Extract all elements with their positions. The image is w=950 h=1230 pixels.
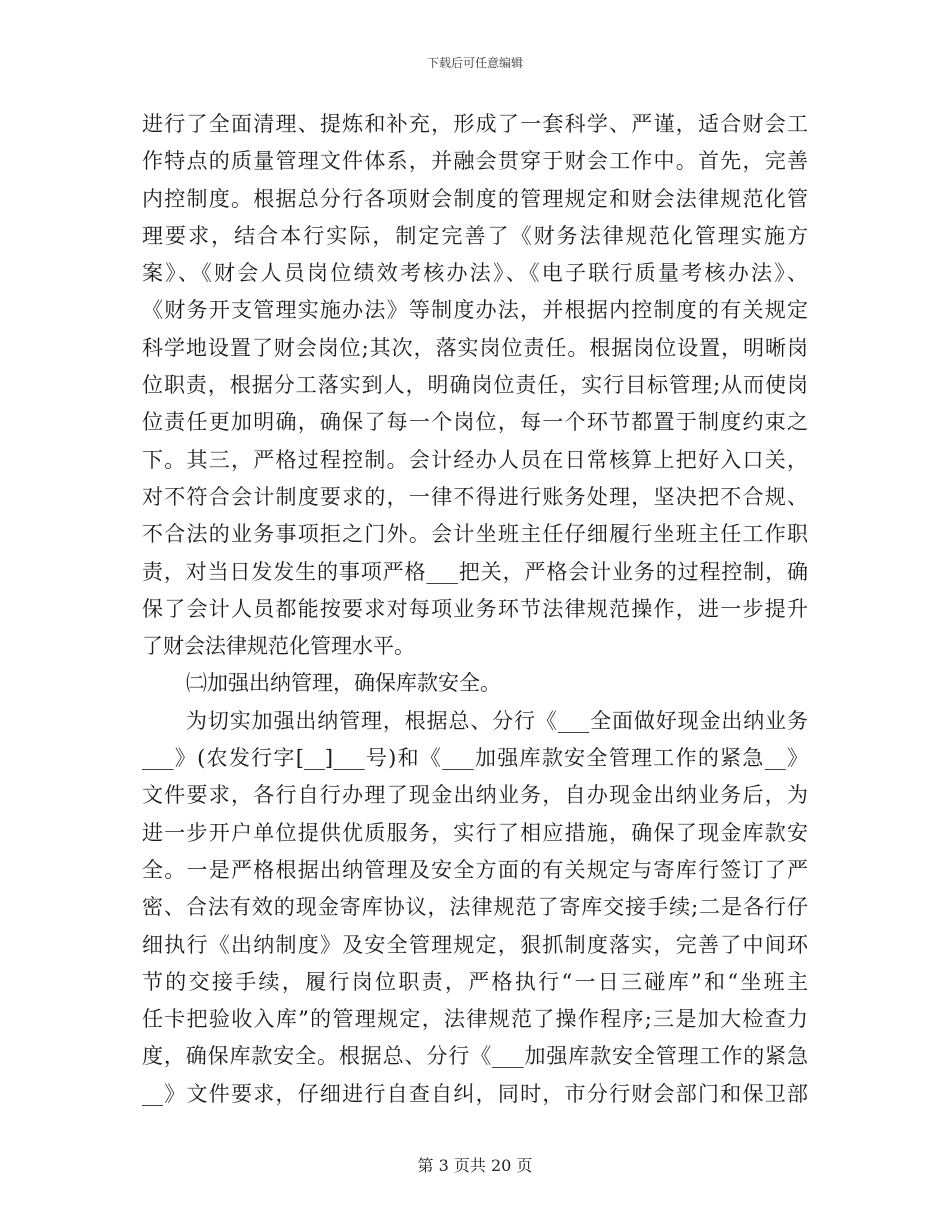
section-heading: ㈡加强出纳管理，确保库款安全。	[186, 671, 501, 696]
text-line: 《财务开支管理实施办法》等制度办法，并根据内控制度的有关规定	[142, 298, 808, 323]
page-header: 下载后可任意编辑	[426, 56, 523, 70]
text-line: 保了会计人员都能按要求对每项业务环节法律规范操作，进一步提升	[142, 596, 808, 621]
text-line: 节的交接手续，履行岗位职责，严格执行“一日三碰库”和“坐班主	[142, 969, 808, 994]
text-line: 为切实加强出纳管理，根据总、分行《___全面做好现金出纳业务	[186, 708, 808, 733]
text-line: 科学地设置了财会岗位;其次，落实岗位责任。根据岗位设置，明晰岗	[142, 335, 808, 360]
text-line: 内控制度。根据总分行各项财会制度的管理规定和财会法律规范化管	[142, 186, 808, 211]
text-line: 下。其三，严格过程控制。会计经办人员在日常核算上把好入口关，	[142, 447, 808, 472]
page-number: 第 3 页共 20 页	[417, 1156, 533, 1175]
text-line: 密、合法有效的现金寄库协议，法律规范了寄库交接手续;二是各行仔	[142, 895, 808, 920]
text-line: 细执行《出纳制度》及安全管理规定，狠抓制度落实，完善了中间环	[142, 932, 808, 957]
text-line: 位职责，根据分工落实到人，明确岗位责任，实行目标管理;从而使岗	[142, 373, 808, 398]
text-line: 责，对当日发发生的事项严格___把关，严格会计业务的过程控制，确	[142, 559, 808, 584]
text-line: 进行了全面清理、提炼和补充，形成了一套科学、严谨，适合财会工	[142, 112, 808, 136]
text-line: 对不符合会计制度要求的，一律不得进行账务处理，坚决把不合规、	[142, 484, 808, 509]
text-line: 文件要求，各行自行办理了现金出纳业务，自办现金出纳业务后，为	[142, 783, 808, 808]
text-line: 了财会法律规范化管理水平。	[142, 634, 415, 659]
text-line: 不合法的业务事项拒之门外。会计坐班主任仔细履行坐班主任工作职	[142, 522, 808, 547]
text-line: ___》(农发行字[__]___号)和《___加强库款安全管理工作的紧急__》	[142, 746, 808, 771]
text-line: 作特点的质量管理文件体系，并融会贯穿于财会工作中。首先，完善	[142, 149, 808, 174]
text-line: 理要求，结合本行实际，制定完善了《财务法律规范化管理实施方	[142, 223, 808, 248]
text-line: 全。一是严格根据出纳管理及安全方面的有关规定与寄库行签订了严	[142, 857, 808, 882]
text-line: 任卡把验收入库”的管理规定，法律规范了操作程序;三是加大检查力	[142, 1007, 808, 1032]
text-line: 进一步开户单位提供优质服务，实行了相应措施，确保了现金库款安	[142, 820, 808, 845]
text-line: __》文件要求，仔细进行自查自纠，同时，市分行财会部门和保卫部	[142, 1081, 808, 1106]
text-line: 度，确保库款安全。根据总、分行《___加强库款安全管理工作的紧急	[142, 1044, 808, 1069]
document-body	[142, 106, 808, 1113]
text-line: 位责任更加明确，确保了每一个岗位，每一个环节都置于制度约束之	[142, 410, 808, 435]
text-line: 案》、《财会人员岗位绩效考核办法》、《电子联行质量考核办法》、	[142, 261, 808, 286]
